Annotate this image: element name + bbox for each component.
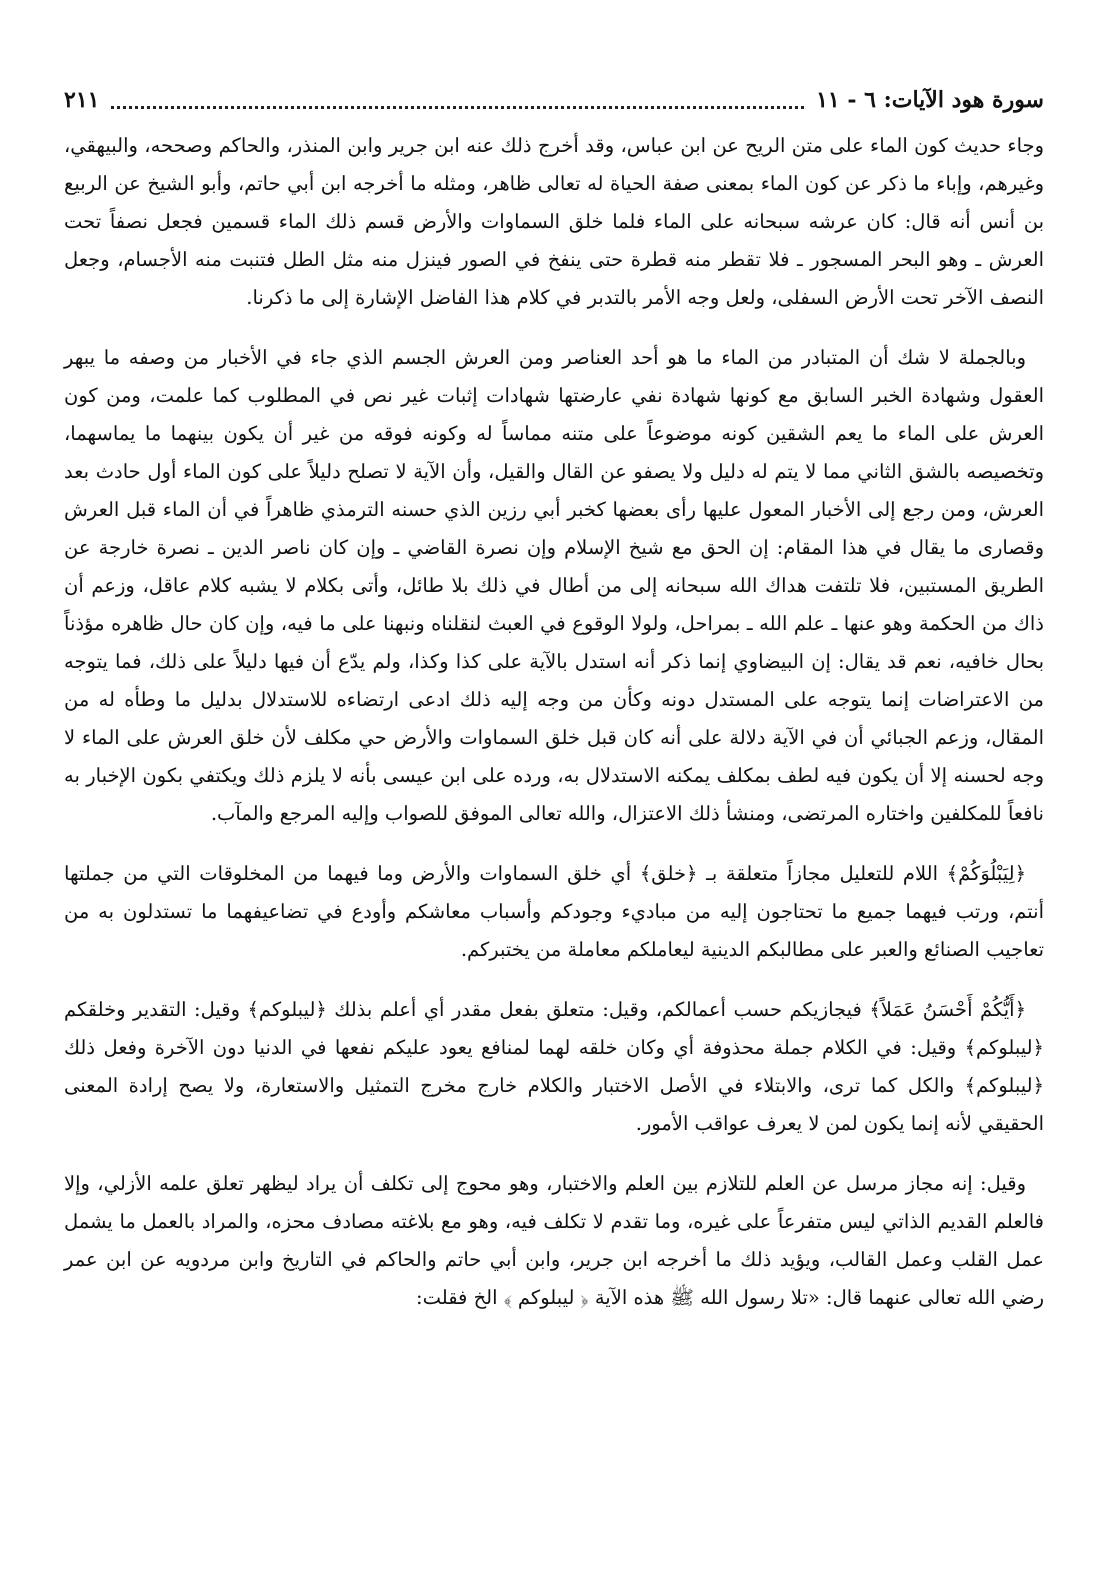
body-text [64, 127, 1044, 1317]
document-page [64, 80, 1044, 1317]
paragraph-3: ﴿لِيَبْلُوَكُمْ﴾ اللام للتعليل مجازاً متعلقة بـ ﴿خلق﴾ أي خلق السماوات والأرض وما فيهما من المخلوقات التي من جملتها أنتم، ورتب فيهما جميع ما تحتاجون إليه من مباديء وجودكم وأسباب معاشكم وأودع في تضاعيفهما ما تستدلون به من تعاجيب الصنائع والعبر على مطالبكم الدينية ليعاملكم معاملة من يختبركم. [64, 862, 1044, 961]
surah-title: سورة هود الآيات: ٦ - ١١ [816, 87, 1044, 113]
page-number: ٢١١ [64, 87, 100, 113]
paragraph-5: وقيل: إنه مجاز مرسل عن العلم للتلازم بين العلم والاختبار، وهو محوج إلى تكلف أن يراد ليظهر تعلق علمه الأزلي، وإلا فالعلم القديم الذاتي ليس متفرعاً على غيره، وما تقدم لا تكلف فيه، وهو مع بلاغته مصادف محزه، والمراد بالعمل ما يشمل عمل القلب وعمل القالب، ويؤيد ذلك ما أخرجه ابن جرير، وابن أبي حاتم والحاكم في التاريخ وابن مردويه عن ابن عمر رضي الله تعالى عنهما قال: «تلا رسول الله ﷺ هذه الآية ﴿ ليبلوكم ﴾ الخ فقلت: [64, 1172, 1044, 1309]
paragraph-2: وبالجملة لا شك أن المتبادر من الماء ما هو أحد العناصر ومن العرش الجسم الذي جاء في الأخبار من وصفه ما يبهر العقول وشهادة الخبر السابق مع كونها شهادة نفي عارضتها شهادات إثبات غير نص في المطلوب كما علمت، ومن كون العرش على الماء ما يعم الشقين كونه موضوعاً على متنه مماساً له وكونه فوقه من غير أن يكون بينهما ما يماسهما، وتخصيصه بالشق الثاني مما لا يتم له دليل ولا يصفو عن القال والقيل، وأن الآية لا تصلح دليلاً على كون الماء أول حادث بعد العرش، ومن رجع إلى الأخبار المعول عليها رأى بعضها كخبر أبي رزين الذي حسنه الترمذي ظاهراً في أن الماء قبل العرش وقصارى ما يقال في هذا المقام: إن الحق مع شيخ الإسلام وإن نصرة القاضي ـ وإن كان ناصر الدين ـ نصرة خارجة عن الطريق المستبين، فلا تلتفت هداك الله سبحانه إلى من أطال في ذلك بلا طائل، وأتى بكلام لا يشبه كلام عاقل، وزعم أن ذاك من الحكمة وهو عنها ـ علم الله ـ بمراحل، ولولا الوقوع في العبث لنقلناه ونبهنا على ما فيه، وإن كان حال ظاهره مؤذناً بحال خافيه، نعم قد يقال: إن البيضاوي إنما ذكر أنه استدل بالآية على كذا وكذا، ولم يدّع أن فيها دليلاً على ذلك، فما يتوجه من الاعتراضات إنما يتوجه على المستدل دونه وكأن من وجه إليه ذلك ادعى ارتضاءه للاستدلال بدليل ما وطأه له من المقال، وزعم الجبائي أن في الآية دلالة على أنه كان قبل خلق السماوات والأرض حي مكلف لأن خلق العرش على الماء لا وجه لحسنه إلا أن يكون فيه لطف بمكلف يمكنه الاستدلال به، ورده على ابن عيسى بأنه لا يلزم ذلك ويكتفي بكون الإخبار به نافعاً للمكلفين واختاره المرتضى، ومنشأ ذلك الاعتزال، والله تعالى الموفق للصواب وإليه المرجع والمآب. [64, 346, 1044, 825]
running-header [64, 80, 1044, 121]
dotted-leader [111, 92, 804, 109]
paragraph-4: ﴿أَيُّكُمْ أَحْسَنُ عَمَلاً﴾ فيجازيكم حسب أعمالكم، وقيل: متعلق بفعل مقدر أي أعلم بذلك ﴿ليبلوكم﴾ وقيل: التقدير وخلقكم ﴿ليبلوكم﴾ وقيل: في الكلام جملة محذوفة أي وكان خلقه لهما لمنافع يعود عليكم نفعها في الدنيا دون الآخرة وفعل ذلك ﴿ليبلوكم﴾ والكل كما ترى، والابتلاء في الأصل الاختبار والكلام خارج مخرج التمثيل والاستعارة، ولا يصح إرادة المعنى الحقيقي لأنه إنما يكون لمن لا يعرف عواقب الأمور. [64, 998, 1044, 1135]
paragraph-1: وجاء حديث كون الماء على متن الريح عن ابن عباس، وقد أخرج ذلك عنه ابن جرير وابن المنذر، والحاكم وصححه، والبيهقي، وغيرهم، وإباء ما ذكر عن كون الماء بمعنى صفة الحياة له تعالى ظاهر، ومثله ما أخرجه ابن أبي حاتم، وأبو الشيخ عن الربيع بن أنس أنه قال: كان عرشه سبحانه على الماء فلما خلق السماوات والأرض قسم ذلك الماء قسمين فجعل نصفاً تحت العرش ـ وهو البحر المسجور ـ فلا تقطر منه قطرة حتى ينفخ في الصور فينزل منه مثل الطل فتنبت منه الأجسام، وجعل النصف الآخر تحت الأرض السفلى، ولعل وجه الأمر بالتدبر في كلام هذا الفاضل الإشارة إلى ما ذكرنا. [64, 134, 1044, 309]
